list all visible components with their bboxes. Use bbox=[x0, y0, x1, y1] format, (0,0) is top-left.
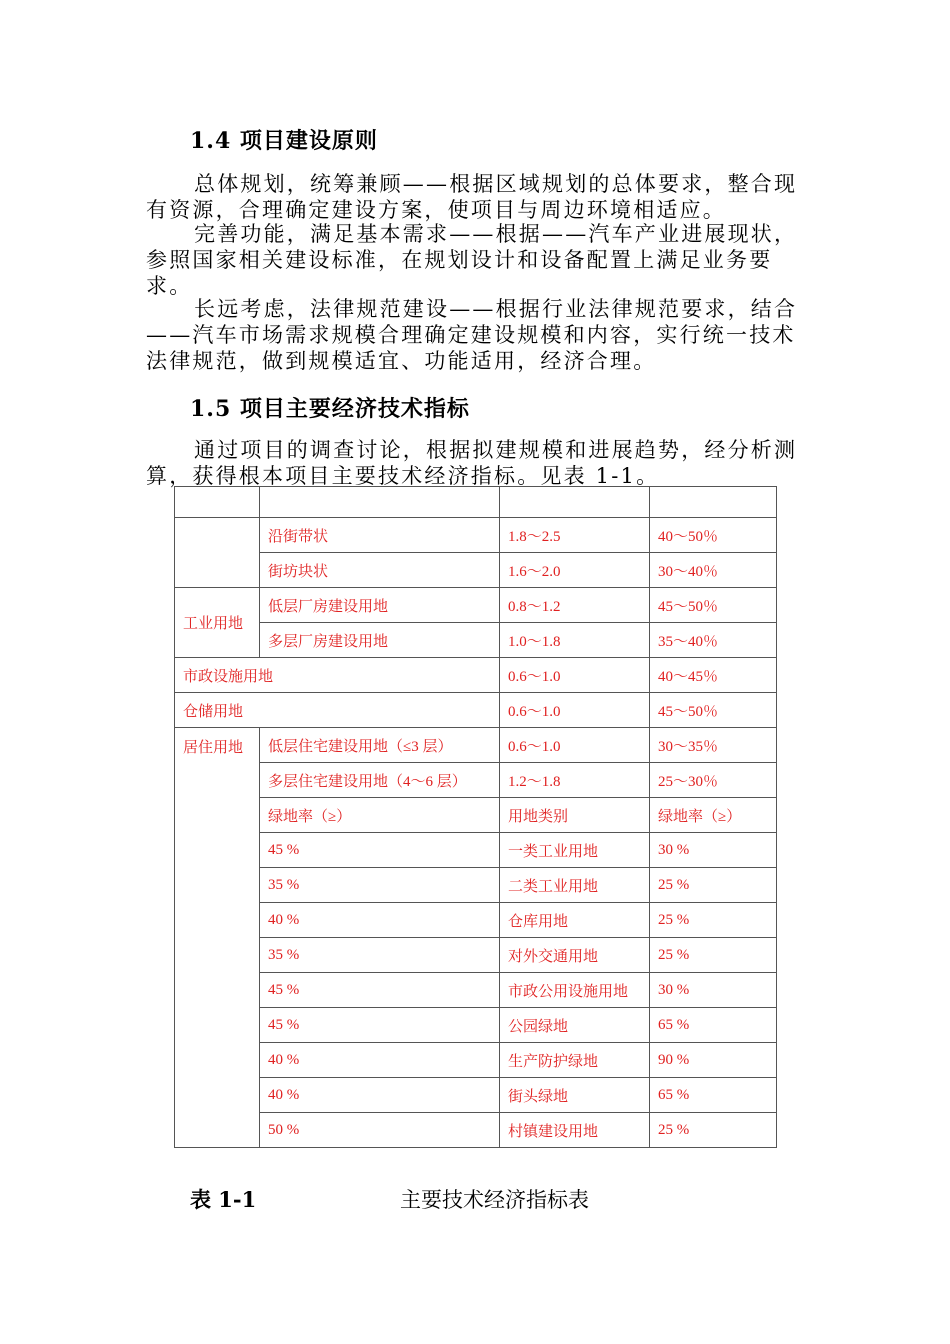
table-cell-ratio: 0.6～1.0 bbox=[500, 658, 650, 693]
table-cell-green-rate: 45 % bbox=[260, 833, 500, 868]
table-cell-density: 30～40％ bbox=[650, 553, 777, 588]
table-row bbox=[175, 553, 777, 588]
table-cell-land-category: 对外交通用地 bbox=[500, 938, 650, 973]
table-cell-land-category: 市政公用设施用地 bbox=[500, 973, 650, 1008]
table-cell-green-rate: 90 % bbox=[650, 1043, 777, 1078]
table-cell-green-rate-header: 绿地率（≥） bbox=[650, 798, 777, 833]
table-cell-subtype: 多层厂房建设用地 bbox=[260, 623, 500, 658]
table-cell-density: 40～45％ bbox=[650, 658, 777, 693]
table-row bbox=[175, 1113, 777, 1148]
table-cell-green-rate: 40 % bbox=[260, 1043, 500, 1078]
table-cell-subtype: 街坊块状 bbox=[260, 553, 500, 588]
table-row bbox=[175, 588, 777, 623]
table-cell-green-rate: 65 % bbox=[650, 1008, 777, 1043]
table-row bbox=[175, 973, 777, 1008]
table-header-cell bbox=[500, 487, 650, 518]
table-header-cell bbox=[260, 487, 500, 518]
table-cell-green-rate: 65 % bbox=[650, 1078, 777, 1113]
table-cell-green-rate: 40 % bbox=[260, 903, 500, 938]
table-cell-green-rate: 35 % bbox=[260, 938, 500, 973]
table-row bbox=[175, 868, 777, 903]
table-cell-density: 45～50％ bbox=[650, 693, 777, 728]
table-row bbox=[175, 1043, 777, 1078]
table-cell-green-rate: 30 % bbox=[650, 973, 777, 1008]
table-header-row bbox=[175, 487, 777, 518]
table-cell-ratio: 1.8～2.5 bbox=[500, 518, 650, 553]
table-cell-ratio: 1.0～1.8 bbox=[500, 623, 650, 658]
table-cell-land-category: 二类工业用地 bbox=[500, 868, 650, 903]
table-cell-green-rate: 40 % bbox=[260, 1078, 500, 1113]
table-cell-density: 25～30％ bbox=[650, 763, 777, 798]
paragraph-overall-planning: 总体规划，统筹兼顾——根据区域规划的总体要求，整合现有资源，合理确定建设方案，使项目与周边环境相适应。 bbox=[146, 172, 798, 222]
table-row bbox=[175, 903, 777, 938]
table-cell-green-rate: 30 % bbox=[650, 833, 777, 868]
table-cell-ratio: 1.2～1.8 bbox=[500, 763, 650, 798]
table-cell-subtype: 多层住宅建设用地（4～6 层） bbox=[260, 763, 500, 798]
table-cell-land-category: 公园绿地 bbox=[500, 1008, 650, 1043]
table-cell-green-rate: 45 % bbox=[260, 1008, 500, 1043]
table-cell-category-industrial: 工业用地 bbox=[175, 588, 260, 658]
table-cell-land-category: 村镇建设用地 bbox=[500, 1113, 650, 1148]
table-cell-land-category: 仓库用地 bbox=[500, 903, 650, 938]
table-row bbox=[175, 798, 777, 833]
paragraph-indicators-intro: 通过项目的调查讨论，根据拟建规模和进展趋势，经分析测算，获得根本项目主要技术经济指标。见表 1-1。 bbox=[146, 438, 798, 488]
table-cell-subtype: 沿街带状 bbox=[260, 518, 500, 553]
table-row bbox=[175, 728, 777, 763]
table-row bbox=[175, 1078, 777, 1113]
table-cell-green-rate: 25 % bbox=[650, 1113, 777, 1148]
table-cell-ratio: 0.8～1.2 bbox=[500, 588, 650, 623]
table-cell-density: 40～50％ bbox=[650, 518, 777, 553]
paragraph-long-term: 长远考虑，法律规范建设——根据行业法律规范要求，结合——汽车市场需求规模合理确定建设规模和内容，实行统一技术法律规范，做到规模适宜、功能适用，经济合理。 bbox=[146, 297, 798, 373]
table-cell-empty-category bbox=[175, 518, 260, 588]
table-cell-green-rate: 45 % bbox=[260, 973, 500, 1008]
table-row bbox=[175, 938, 777, 973]
table-cell-category-residential: 居住用地 bbox=[175, 728, 260, 1148]
table-cell-green-rate-header: 绿地率（≥） bbox=[260, 798, 500, 833]
table-cell-ratio: 1.6～2.0 bbox=[500, 553, 650, 588]
table-caption-label: 表 1-1 bbox=[190, 1187, 257, 1212]
table-row bbox=[175, 833, 777, 868]
table-row bbox=[175, 1008, 777, 1043]
table-header-cell bbox=[175, 487, 260, 518]
table-cell-category-storage: 仓储用地 bbox=[175, 693, 500, 728]
table-cell-green-rate: 25 % bbox=[650, 938, 777, 973]
table-cell-green-rate: 25 % bbox=[650, 868, 777, 903]
table-header-cell bbox=[650, 487, 777, 518]
table-cell-density: 30～35％ bbox=[650, 728, 777, 763]
table-cell-category-municipal: 市政设施用地 bbox=[175, 658, 500, 693]
section-heading-1-4: 1.4 项目建设原则 bbox=[190, 128, 378, 154]
table-cell-land-category: 生产防护绿地 bbox=[500, 1043, 650, 1078]
table-cell-density: 45～50％ bbox=[650, 588, 777, 623]
table-cell-land-category-header: 用地类别 bbox=[500, 798, 650, 833]
table-row bbox=[175, 518, 777, 553]
table-row bbox=[175, 693, 777, 728]
table-row bbox=[175, 623, 777, 658]
section-heading-1-5: 1.5 项目主要经济技术指标 bbox=[190, 396, 470, 422]
table-cell-land-category: 一类工业用地 bbox=[500, 833, 650, 868]
table-cell-ratio: 0.6～1.0 bbox=[500, 728, 650, 763]
table-cell-subtype: 低层厂房建设用地 bbox=[260, 588, 500, 623]
table-cell-green-rate: 50 % bbox=[260, 1113, 500, 1148]
paragraph-complete-function: 完善功能，满足基本需求——根据——汽车产业进展现状，参照国家相关建设标准，在规划设计和设备配置上满足业务要求。 bbox=[146, 222, 798, 298]
table-row bbox=[175, 763, 777, 798]
table-cell-density: 35～40％ bbox=[650, 623, 777, 658]
table-caption-title: 主要技术经济指标表 bbox=[400, 1188, 589, 1212]
table-row bbox=[175, 658, 777, 693]
table-cell-ratio: 0.6～1.0 bbox=[500, 693, 650, 728]
table-cell-land-category: 街头绿地 bbox=[500, 1078, 650, 1113]
table-cell-green-rate: 35 % bbox=[260, 868, 500, 903]
indicator-table bbox=[174, 486, 777, 1148]
table-cell-subtype: 低层住宅建设用地（≤3 层） bbox=[260, 728, 500, 763]
table-cell-green-rate: 25 % bbox=[650, 903, 777, 938]
